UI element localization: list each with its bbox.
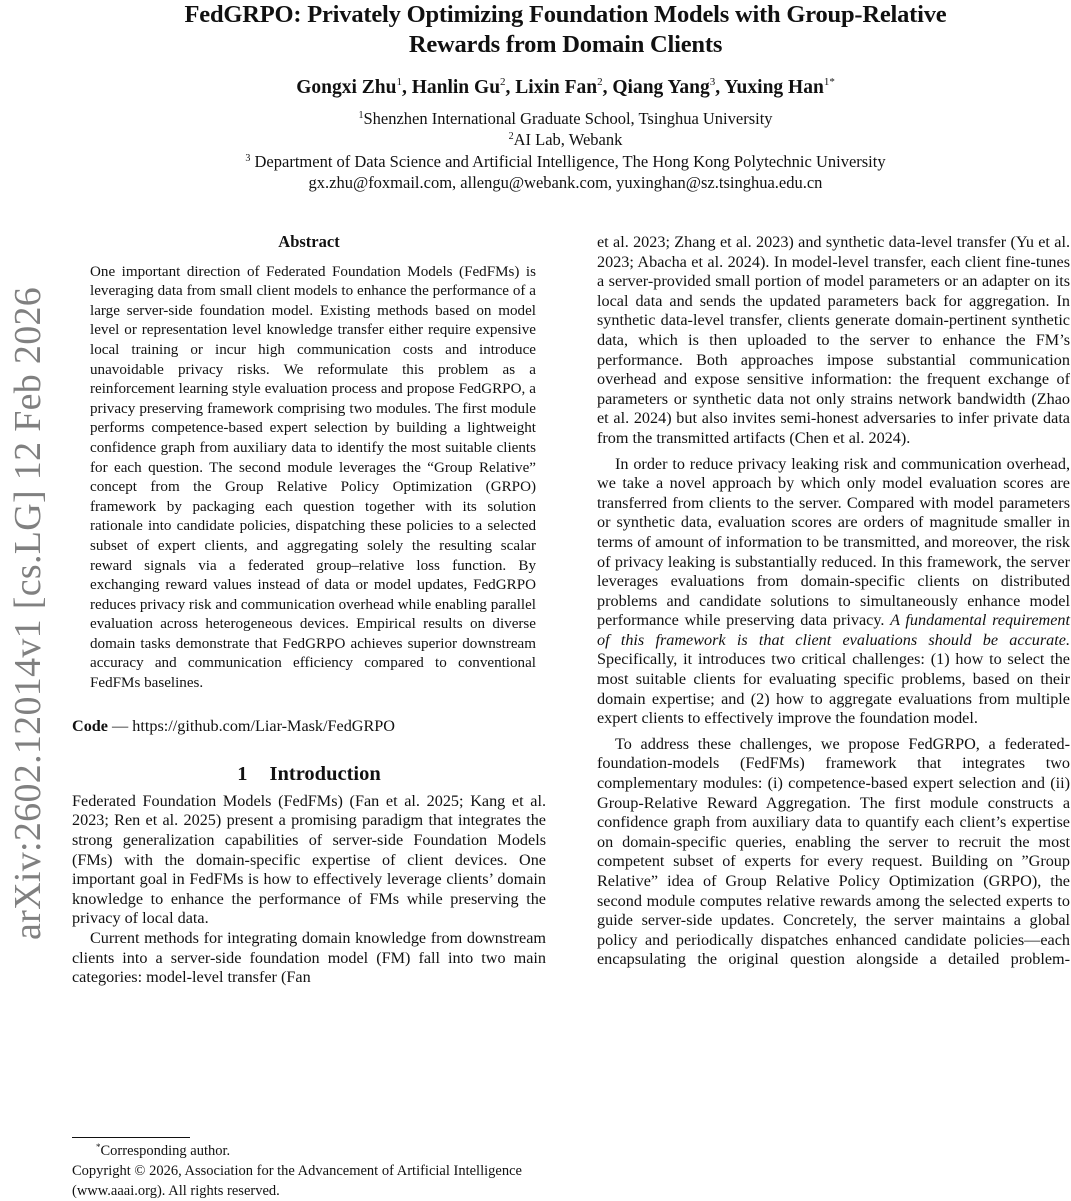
affiliation: $^3$ Department of Data Science and Artificial Intelligence, The Hong Kong Polytechnic University [245,151,886,171]
section-heading-introduction [72,765,546,785]
abstract-text: One important direction of Federated Foundation Models (FedFMs) is leveraging data from small client models to enhance the performance of a large server-side foundation model. Existing methods based on model level or representation level knowledge transfer either require expensive local training or incur high communication costs and introduce unavoidable privacy risks. We reformulate this problem as a reinforcement learning style evaluation process and propose FedGRPO, a privacy preserving framework comprising two modules. The first module performs competence-based expert selection by building a lightweight confidence graph from auxiliary data to identify the most suitable clients for each question. The second module leverages the “Group Relative” concept from the Group Relative Policy Optimization (GRPO) framework by packaging each question together with its solution rationale into candidate policies, dispatching these policies to a selected subset of expert clients, and aggregating solely the resulting scalar reward signals via a federated group–relative loss function. By exchanging reward values instead of data or model updates, FedGRPO reduces privacy risk and communication overhead while enabling parallel evaluation across heterogeneous devices. Empirical results on diverse domain tasks demonstrate that FedGRPO achieves superior downstream accuracy and communication efficiency compared to conventional FedFMs baselines. [90,263,536,692]
author-affil-sup: 1* [823,76,835,88]
body-paragraph: et al. 2023; Zhang et al. 2023) and synthetic data-level transfer (Yu et al. 2023; Abacha et al. 2024). In model-level transfer, each client fine-tunes a server-provided small portion of model parameters or an adapter on its local data and sends the updated parameters back for aggregation. In synthetic data-level transfer, clients generate domain-pertinent synthetic data, which is then uploaded to the server to enhance the FM’s performance. Both approaches impose substantial communication overhead and expose sensitive information: the frequent exchange of parameters or synthetic data not only strains network bandwidth (Zhao et al. 2024) but also invites semi-honest adversaries to infer private data from the transmitted artifacts (Chen et al. 2024). [597,233,1070,447]
body-paragraph: In order to reduce privacy leaking risk and communication overhead, we take a novel approach by which only model evaluation scores are transferred from clients to the server. Compared with model parameters or synthetic data, evaluation scores are orders of magnitude smaller in terms of amount of information to be transmitted, and moreover, the risk of privacy leaking is substantially reduced. In this framework, the server leverages evaluations from domain-specific clients on distributed problems and candidate solutions to simultaneously enhance model performance while preserving data privacy. A fundamental requirement of this framework is that client evaluations should be accurate. Specifically, it introduces two critical challenges: (1) how to select the most suitable clients for evaluating specific problems, based on their domain expertise; and (2) how to aggregate evaluations from multiple expert clients to effectively improve the foundation model. [597,454,1070,728]
author-affil-sup: 1 [396,76,402,88]
affiliation: $^2$AI Lab, Webank [508,130,623,150]
footnote-corresponding: *Corresponding author. [96,1142,231,1159]
intro-paragraph: Federated Foundation Models (FedFMs) (Fan et al. 2025; Kang et al. 2023; Ren et al. 2025) present a promising paradigm that integrates the strong generalization capabilities of server-side Foundation Models (FMs) with the domain-specific expertise of client devices. One important goal in FedFMs is how to effectively leverage clients’ domain knowledge to enhance the performance of FMs while preserving the privacy of local data. [72,791,546,928]
author-emails: gx.zhu@foxmail.com, allengu@webank.com, yuxinghan@sz.tsinghua.edu.cn [308,172,823,192]
copyright-notice: Copyright © 2026, Association for the Advancement of Artificial Intelligence (www.aaai.org). All rights reserved. [72,1163,522,1199]
title-line-2: Rewards from Domain Clients [408,31,723,58]
affiliation: $^1$Shenzhen International Graduate School, Tsinghua University [358,109,773,128]
author-affil-sup: 2 [597,76,603,88]
left-column [72,232,546,988]
paper-title [60,0,1071,60]
emphasis-text: A fundamental requirement of this framework is that client evaluations should be accurate. [597,611,1070,649]
author-affil-sup: 3 [709,76,716,88]
author-name: Lixin Fan [515,77,598,98]
arxiv-stamp: arXiv:2602.12014v1 [cs.LG] 12 Feb 2026 [7,286,49,940]
code-link-line: Code — https://github.com/Liar-Mask/FedGRPO [72,716,395,735]
intro-paragraph: Current methods for integrating domain knowledge from downstream clients into a server-side foundation model (FM) fall into two main categories: model-level transfer (Fan [72,929,546,987]
abstract-heading: Abstract [278,232,340,251]
affiliations [60,108,1071,193]
author-affil-sup: 2 [500,76,506,88]
section-number: 1 [237,763,248,786]
section-title: Introduction [269,763,381,786]
author-name: Gongxi Zhu [296,77,397,98]
right-column [597,233,1070,970]
code-label: Code [72,716,108,735]
author-name: Yuxing Han [724,77,824,98]
footnote-divider [72,1137,190,1138]
footnotes [72,1141,546,1201]
code-url-link[interactable]: https://github.com/Liar-Mask/FedGRPO [132,716,395,735]
title-line-1: FedGRPO: Privately Optimizing Foundation Models with Group-Relative [184,1,947,28]
author-name: Qiang Yang [612,77,710,98]
author-name: Hanlin Gu [411,77,501,98]
body-paragraph: To address these challenges, we propose FedGRPO, a federated-foundation-models (FedFMs) framework that integrates two complementary modules: (i) competence-based expert selection and (ii) Group-Relative Reward Aggregation. The first module constructs a confidence graph from auxiliary data to quantify each client’s expertise on domain-specific queries, enabling the server to recruit the most competent subset of experts for every request. Building on ”Group Relative” idea of Group Relative Policy Optimization (GRPO), the second module computes relative rewards among the selected experts to guide server-side updates. Concretely, the server maintains a global policy and periodically dispatches enhanced candidate policies—each encapsulating the original question alongside a detailed problem- [597,734,1070,969]
author-list: Gongxi Zhu$^1$, Hanlin Gu$^2$, Lixin Fan$^2$, Qiang Yang$^3$, Yuxing Han$^{1*}$ [296,76,835,98]
